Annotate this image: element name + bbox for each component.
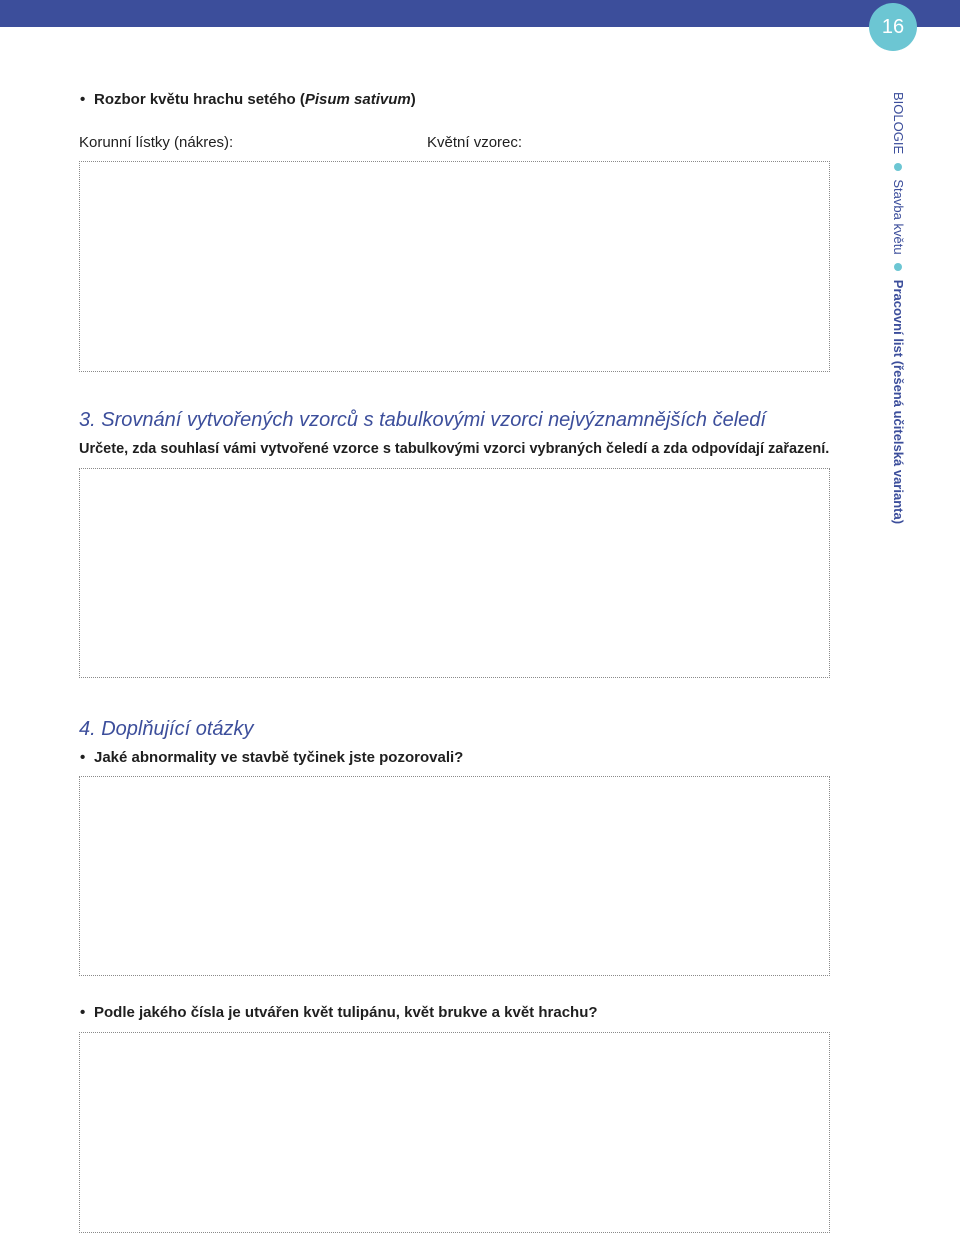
section-4-title: 4. Doplňující otázky: [79, 718, 254, 740]
sidebar-subject: BIOLOGIE: [891, 92, 906, 155]
bullet-icon: •: [80, 91, 86, 108]
top-bar: [0, 0, 960, 27]
separator-dot-icon: [894, 163, 902, 171]
sidebar-topic: Stavba květu: [891, 179, 906, 255]
page-number: 16: [869, 3, 917, 51]
label-flower-formula: Květní vzorec:: [427, 134, 523, 151]
item-pisum-sativum: • Rozbor květu hrachu setého (Pisum sativum): [80, 91, 416, 108]
sidebar-worksheet: Pracovní list (řešená učitelská varianta): [891, 279, 906, 525]
separator-dot-icon: [894, 263, 902, 271]
answer-box-stamens[interactable]: [79, 776, 830, 976]
answer-box-comparison[interactable]: [79, 468, 830, 678]
question-stamen-abnormalities: • Jaké abnormality ve stavbě tyčinek jste pozorovali?: [80, 749, 464, 766]
label-petals-drawing: Korunní lístky (nákres):: [79, 134, 234, 151]
bullet-icon: •: [80, 1004, 86, 1021]
question-flower-number: • Podle jakého čísla je utvářen květ tulipánu, květ brukve a květ hrachu?: [80, 1004, 598, 1021]
section-3-title: 3. Srovnání vytvořených vzorců s tabulkovými vzorci nejvýznamnějších čeledí: [79, 409, 766, 431]
section-3-instruction: Určete, zda souhlasí vámi vytvořené vzorce s tabulkovými vzorci vybraných čeledí a zda odpovídají zařazení.: [79, 441, 830, 457]
sidebar-caption: [886, 92, 906, 562]
answer-box-flower-number[interactable]: [79, 1032, 830, 1233]
answer-box-drawing[interactable]: [79, 161, 830, 372]
bullet-icon: •: [80, 749, 86, 766]
